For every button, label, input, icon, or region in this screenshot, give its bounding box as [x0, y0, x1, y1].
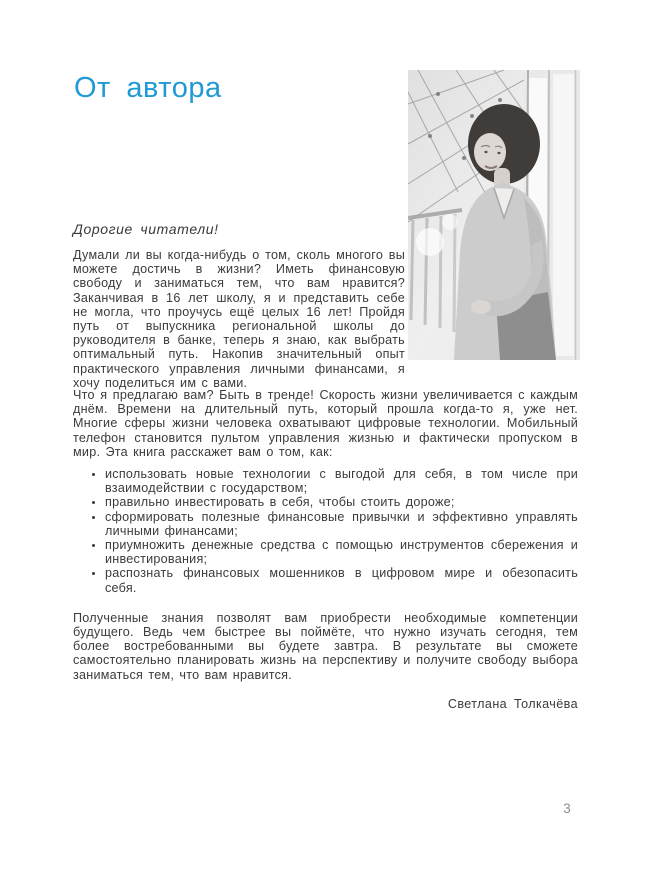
- page-title: От автора: [74, 72, 222, 104]
- list-item: • распознать финансовых мошенников в цифровом мире и обезопасить себя.: [105, 566, 578, 594]
- paragraph-closing: Полученные знания позволят вам приобрести необходимые компетенции будущего. Ведь чем быстрее вы поймёте, что нужно изучать сегодня, тем более востребованными вы будете завтра. В результате вы сможете самостоятельно планировать жизнь на перспективу и получите свободу выбора заниматься тем, что вам нравится.: [73, 610, 578, 682]
- author-signature: Светлана Толкачёва: [447, 696, 578, 711]
- author-photo-illustration: [408, 70, 580, 360]
- intro-column: [73, 221, 405, 390]
- list-item: • сформировать полезные финансовые привычки и эффективно управлять личными финансами;: [105, 510, 578, 538]
- list-item: • использовать новые технологии с выгодой для себя, в том числе при взаимодействии с государством;: [105, 467, 578, 495]
- list-item: • приумножить денежные средства с помощью инструментов сбережения и инвестирования;: [105, 538, 578, 566]
- paragraph-offer: Что я предлагаю вам? Быть в тренде! Скорость жизни увеличивается с каждым днём. Времени на длительный путь, который прошла когда-то я, уже нет. Многие сферы жизни человека охватывают цифровые технологии. Мобильный телефон становится пультом управления жизнью и фактически пропуском в мир. Эта книга расскажет вам о том, как:: [73, 388, 578, 459]
- salutation: Дорогие читатели!: [73, 221, 219, 237]
- author-photo: [408, 70, 580, 360]
- main-text-column: [73, 388, 578, 711]
- page-number: 3: [563, 801, 571, 816]
- paragraph-intro: Думали ли вы когда-нибудь о том, сколь многого вы можете достичь в жизни? Иметь финансовую свободу и заниматься тем, что вам нравится? Заканчивая в 16 лет школу, я и представить себе не могла, что проучусь ещё целых 16 лет! Пройдя путь от выпускника региональной школы до руководителя в банке, теперь я знаю, как выбрать оптимальный путь. Накопив значительный опыт практического управления личными финансами, я хочу поделиться им с вами.: [73, 248, 405, 390]
- topics-list: [73, 467, 578, 595]
- list-item: • правильно инвестировать в себя, чтобы стоить дороже;: [105, 495, 578, 509]
